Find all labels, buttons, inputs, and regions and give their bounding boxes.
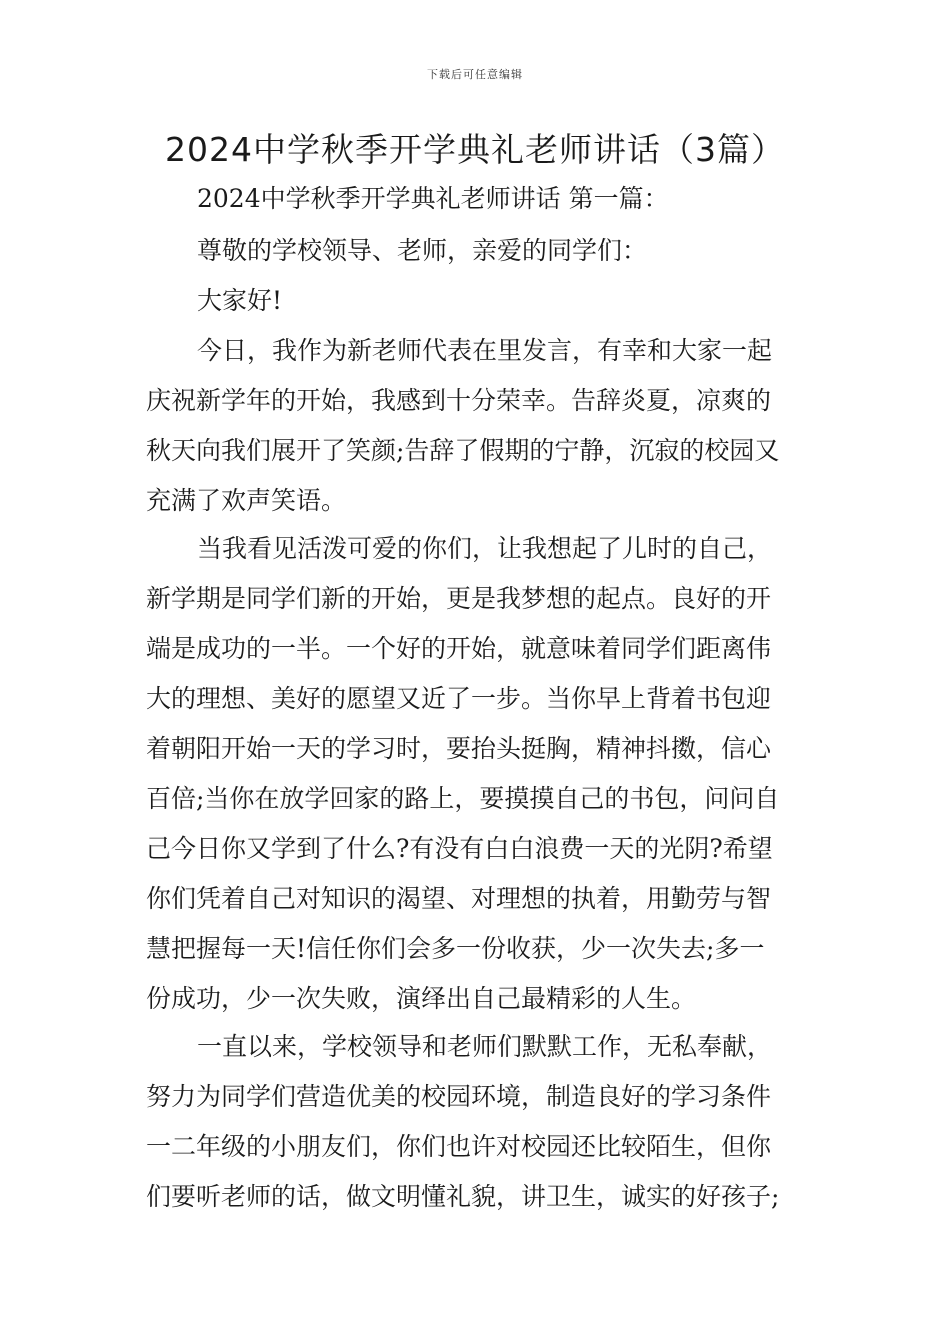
paragraph-3-line: 一二年级的小朋友们，你们也许对校园还比较陌生，但你 (146, 1132, 772, 1161)
paragraph-3-line: 努力为同学们营造优美的校园环境，制造良好的学习条件 (146, 1082, 772, 1111)
paragraph-3-line: 一直以来，学校领导和老师们默默工作，无私奉献， (197, 1032, 773, 1061)
salutation: 尊敬的学校领导、老师，亲爱的同学们： (197, 236, 648, 265)
paragraph-2-line: 着朝阳开始一天的学习时，要抬头挺胸，精神抖擞，信心 (146, 734, 772, 763)
greeting: 大家好! (197, 286, 283, 315)
paragraph-2-line: 新学期是同学们新的开始，更是我梦想的起点。良好的开 (146, 584, 772, 613)
header-note: 下载后可任意编辑 (427, 68, 523, 81)
paragraph-1-line: 今日，我作为新老师代表在里发言，有幸和大家一起 (197, 336, 773, 365)
paragraph-2-line: 大的理想、美好的愿望又近了一步。当你早上背着书包迎 (146, 684, 772, 713)
paragraph-1-line: 充满了欢声笑语。 (146, 486, 347, 515)
section-subtitle: 2024中学秋季开学典礼老师讲话 第一篇： (197, 184, 669, 213)
paragraph-2-line: 你们凭着自己对知识的渴望、对理想的执着，用勤劳与智 (146, 884, 772, 913)
paragraph-1-line: 庆祝新学年的开始，我感到十分荣幸。告辞炎夏，凉爽的 (146, 386, 772, 415)
paragraph-1-line: 秋天向我们展开了笑颜;告辞了假期的宁静，沉寂的校园又 (146, 436, 780, 465)
document-title: 2024中学秋季开学典礼老师讲话（3篇） (165, 130, 785, 169)
paragraph-2-line: 端是成功的一半。一个好的开始，就意味着同学们距离伟 (146, 634, 772, 663)
paragraph-2-line: 当我看见活泼可爱的你们，让我想起了儿时的自己， (197, 534, 773, 563)
paragraph-2-line: 慧把握每一天!信任你们会多一份收获，少一次失去;多一 (146, 934, 765, 963)
paragraph-2-line: 百倍;当你在放学回家的路上，要摸摸自己的书包，问问自 (146, 784, 780, 813)
paragraph-3-line: 们要听老师的话，做文明懂礼貌，讲卫生，诚实的好孩子; (146, 1182, 780, 1211)
paragraph-2-line: 份成功，少一次失败，演绎出自己最精彩的人生。 (146, 984, 697, 1013)
paragraph-2-line: 己今日你又学到了什么?有没有白白浪费一天的光阴?希望 (146, 834, 773, 863)
